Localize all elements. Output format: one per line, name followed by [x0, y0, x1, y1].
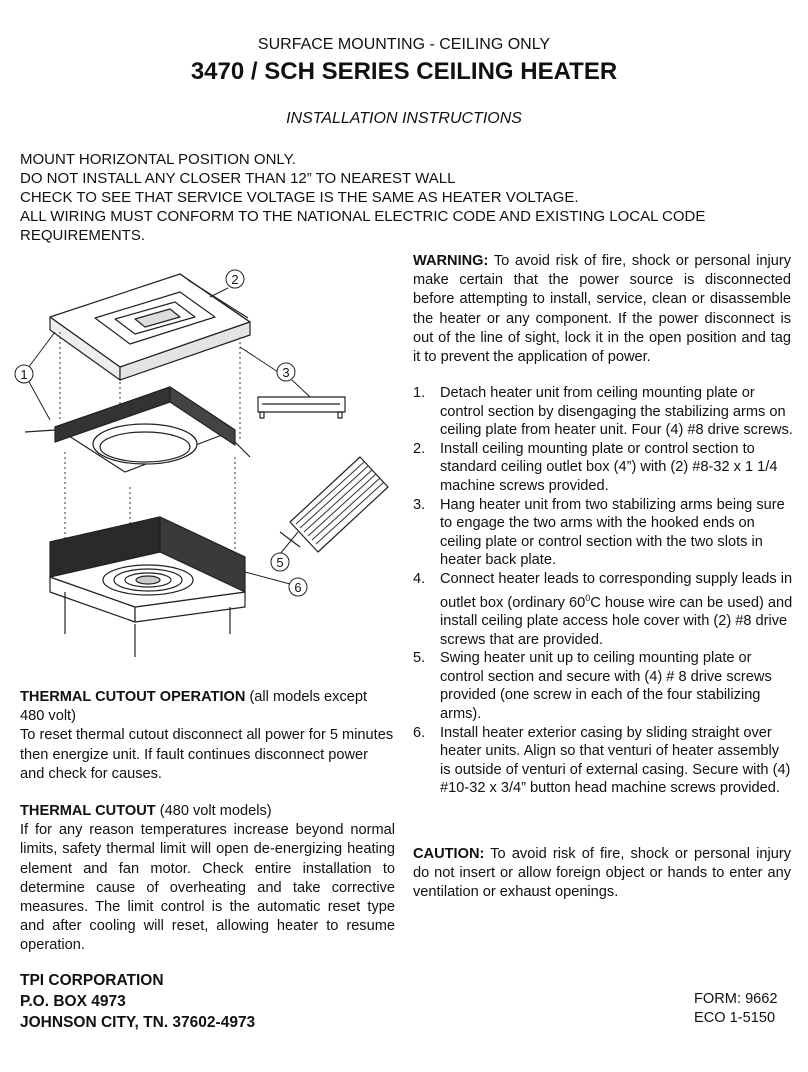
step-number: 6. [413, 724, 426, 741]
callout-6 [245, 572, 307, 596]
heating-element [280, 457, 388, 552]
step-text: Hang heater unit from two stabilizing arms being sure to engage the two arms with the hooked ends on ceiling plate or control section with the two slots in heater back plate. [440, 496, 785, 569]
degree-superscript: 0 [585, 592, 591, 603]
company-name: TPI CORPORATION [20, 972, 164, 989]
caution-text: To avoid risk of fire, shock or personal injury do not insert or allow foreign object or hands to enter any ventilation or exhaust openings. [413, 846, 791, 901]
document-subtitle: SURFACE MOUNTING - CEILING ONLY [257, 36, 551, 53]
svg-text:1: 1 [20, 367, 28, 382]
note-line: CHECK TO SEE THAT SERVICE VOLTAGE IS THE SAME AS HEATER VOLTAGE. [20, 189, 579, 206]
heater-assembly-diagram [10, 262, 390, 672]
eco-number: ECO 1-5150 [694, 1010, 776, 1026]
note-line: DO NOT INSTALL ANY CLOSER THAN 12” TO NEAREST WALL [20, 170, 456, 187]
company-city: JOHNSON CITY, TN. 37602-4973 [20, 1014, 256, 1031]
thermal-cutout-480-text: If for any reason temperatures increase beyond normal limits, safety thermal limit will open de-energizing heating element and fan motor. Check entire installation to determine cause of overheating and take corrective measures. The limit control is the automatic reset type and after cooling will reset, allowing heater to resume operation. [20, 822, 395, 954]
note-line: MOUNT HORIZONTAL POSITION ONLY. [20, 151, 296, 168]
document-title: 3470 / SCH SERIES CEILING HEATER [190, 58, 618, 85]
note-line: ALL WIRING MUST CONFORM TO THE NATIONAL ELECTRIC CODE AND EXISTING LOCAL CODE [20, 208, 706, 225]
step-number: 3. [413, 496, 426, 513]
caution-label: CAUTION: [413, 846, 485, 862]
thermal-cutout-480-section [20, 802, 395, 956]
installation-instructions-heading: INSTALLATION INSTRUCTIONS [286, 110, 522, 127]
step-text: Swing heater unit up to ceiling mounting plate or control section and secure with (4) # 8 drive screws provided (one screw in each of the four stabilizing arms). [440, 650, 772, 722]
step-item [413, 724, 793, 798]
svg-text:5: 5 [276, 555, 284, 570]
warning-text: To avoid risk of fire, shock or personal injury make certain that the power source is disconnected before attempting to install, service, clean or disassemble the heater or any component. If the power disconnect is out of the line of sight, lock it in the open position and tag it to prevent the application of power. [413, 253, 791, 366]
step-item [413, 496, 793, 570]
callout-3 [240, 347, 310, 397]
form-number: FORM: 9662 [694, 991, 778, 1007]
thermal-cutout-operation-heading: THERMAL CUTOUT OPERATION [20, 689, 246, 705]
thermal-cutout-480-heading: THERMAL CUTOUT [20, 803, 156, 819]
installation-steps [413, 384, 793, 798]
company-address [20, 970, 255, 1033]
thermal-cutout-operation-section [20, 688, 395, 784]
step-text-continued: C house wire can be used) and install ceiling plate access hole cover with (2) #8 drive screws that are provided. [440, 594, 793, 648]
note-line: REQUIREMENTS. [20, 227, 146, 244]
step-number: 5. [413, 650, 426, 667]
step-text: Detach heater unit from ceiling mounting plate or control section by disengaging the stabilizing arms on ceiling plate from heater unit. Four (4) #8 drive screws. [440, 385, 793, 439]
step-item [413, 649, 793, 723]
thermal-cutout-operation-qualifier: (all models except 480 volt) [20, 689, 368, 725]
step-text: Install heater exterior casing by sliding straight over heater units. Align so that venturi of heater assembly is outside of venturi of external casing. Secure with (4) #10-32 x 3/4” button head machine screws provided. [440, 724, 791, 797]
form-info [694, 990, 778, 1028]
step-item [413, 440, 793, 496]
step-item [413, 570, 793, 649]
svg-text:3: 3 [282, 365, 290, 380]
step-number: 4. [413, 570, 426, 587]
mounting-notes [20, 150, 780, 245]
thermal-cutout-operation-text: To reset thermal cutout disconnect all power for 5 minutes then energize unit. If fault continues disconnect power and check for causes. [20, 727, 394, 782]
warning-label: WARNING: [413, 253, 489, 269]
step-number: 2. [413, 440, 426, 457]
company-po-box: P.O. BOX 4973 [20, 993, 126, 1010]
control-section [258, 397, 345, 418]
callout-2 [210, 270, 244, 297]
callout-1 [15, 332, 55, 420]
thermal-cutout-480-qualifier: (480 volt models) [155, 803, 272, 819]
exterior-casing [50, 517, 245, 657]
step-item [413, 384, 793, 440]
svg-text:6: 6 [294, 580, 302, 595]
caution-paragraph [413, 845, 791, 903]
svg-text:2: 2 [231, 272, 239, 287]
step-number: 1. [413, 385, 426, 401]
callout-5 [271, 532, 298, 571]
ceiling-mounting-plate [50, 274, 250, 380]
step-text: Install ceiling mounting plate or control section to standard ceiling outlet box (4”) with (2) #8-32 x 1 1/4 machine screws provided. [440, 440, 778, 494]
step-text: Connect heater leads to corresponding supply leads in outlet box (ordinary 60 [440, 570, 793, 611]
warning-paragraph [413, 252, 791, 367]
heater-back-plate [25, 387, 250, 472]
